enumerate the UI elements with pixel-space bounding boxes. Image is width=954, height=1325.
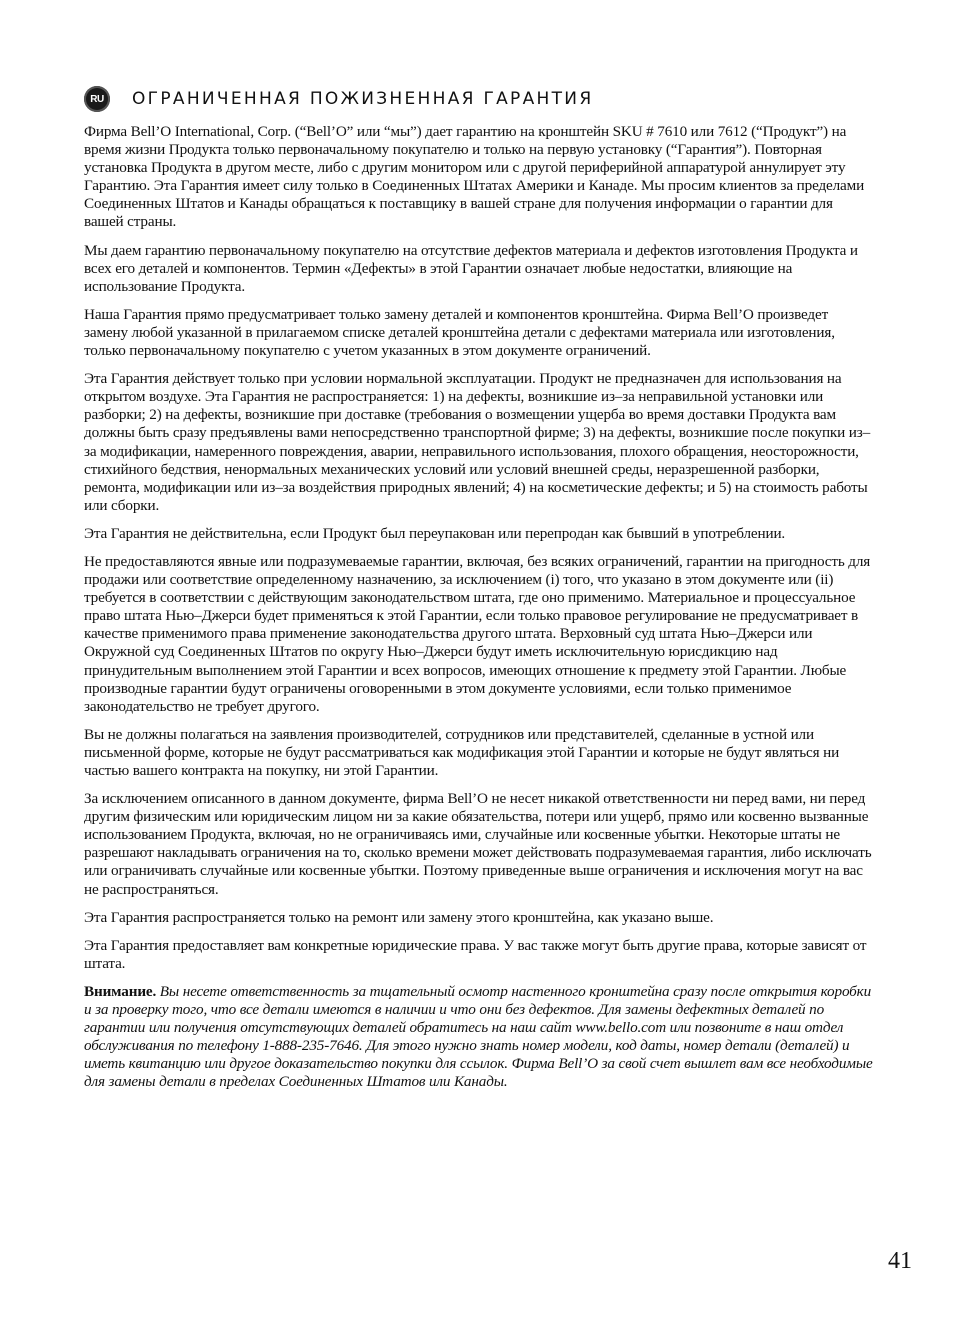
language-badge-icon: [84, 86, 110, 112]
paragraph-intro: Фирма Bell’O International, Corp. (“Bell’O” или “мы”) дает гарантию на кронштейн SKU # 7610 или 7612 (“Продукт”) на время жизни Продукта только первоначальному покупателю и только на первую установку (“Гарантия”). Повторная установка Продукта в другом месте, либо с другим монитором или с другой периферийной аппаратурой аннулирует эту Гарантию. Эта Гарантия имеет силу только в Соединенных Штатах Америки и Канаде. Мы просим клиентов за пределами Соединенных Штатов и Канады обращаться к поставщику в вашей стране для получения информации о гарантии для вашей страны.: [84, 123, 865, 231]
notice-paragraph: [84, 983, 874, 1092]
paragraph-repackaged: Эта Гарантия не действительна, если Продукт был переупакован или перепродан как бывший в употреблении.: [84, 524, 786, 542]
paragraph-defects: Мы даем гарантию первоначальному покупателю на отсутствие дефектов материала и дефектов изготовления Продукта и всех его деталей и компонентов. Термин «Дефекты» в этой Гарантии означает любые недостатки, влияющие на использование Продукта.: [84, 241, 858, 295]
notice-text: Вы несете ответственность за тщательный осмотр настенного кронштейна сразу после открытия коробки и за проверку того, что все детали имеются в наличии и что они без дефектов. Для замены дефектных деталей по гарантии или получения отсутствующих деталей обратитесь на наш сайт www.bello.com или позвоните в наш отдел обслуживания по телефону 1-888-235-7646. Для этого нужно знать номер модели, код даты, номер детали (деталей) и иметь квитанцию или другое доказательство покупки для ссылок. Фирма Bell’O за свой счет вышлет вам все необходимые для замены детали в пределах Соединенных Штатов или Канады.: [84, 982, 873, 1091]
paragraph-scope: Эта Гарантия распространяется только на ремонт или замену этого кронштейна, как указано выше.: [84, 908, 714, 926]
paragraph-statements: Вы не должны полагаться на заявления производителей, сотрудников или представителей, сделанные в устной или письменной форме, которые не будут рассматриваться как модификация этой Гарантии и которые не будут являться ни частью вашего контракта на покупку, ни этой Гарантии.: [84, 725, 840, 779]
paragraph-implied-warranties: Не предоставляются явные или подразумеваемые гарантии, включая, без всяких ограничений, гарантии на пригодность для продажи или соответствие определенному назначению, за исключением (i) того, что указано в этом документе или (ii) требуется в соответствии с действующим законодательством штата, где оно применимо. Материальное и процессуальное право штата Нью–Джерси будет применяться к этой Гарантии, если только правовое регулирование не предусматривает в качестве применимого права применение законодательства другого штата. Верховный суд штата Нью–Джерси или Окружной суд Соединенных Штатов по округу Нью–Джерси будут иметь исключительную юрисдикцию над принудительным выполнением этой Гарантии и всех вопросов, имеющих отношение к предмету этой Гарантии. Любые производные гарантии будут ограничены оговоренными в этом документе условиями, если только применимое законодательство не требует другого.: [84, 552, 871, 715]
notice-label: Внимание.: [84, 982, 157, 1000]
warranty-body: [84, 123, 874, 1102]
page-number: 41: [888, 1248, 912, 1274]
section-heading: [84, 86, 593, 112]
paragraph-replacement: Наша Гарантия прямо предусматривает только замену деталей и компонентов кронштейна. Фирма Bell’O произведет замену любой указанной в прилагаемом списке деталей кронштейна детали с дефектами материала или изготовления, только первоначальному покупателю с учетом указанных в этом документе ограничений.: [84, 305, 835, 360]
page-title: ОГРАНИЧЕННАЯ ПОЖИЗНЕННАЯ ГАРАНТИЯ: [132, 89, 594, 109]
paragraph-exclusions: Эта Гарантия действует только при условии нормальной эксплуатации. Продукт не предназначен для использования на открытом воздухе. Эта Гарантия не распространяется: 1) на дефекты, возникшие из–за неправильной установки или разборки; 2) на дефекты, возникшие при доставке (требования о возмещении ущерба во время доставки Продукта вам должны быть сразу предъявлены вами непосредственно транспортной фирме; 3) на дефекты, возникшие после покупки из–за модификации, намеренного повреждения, аварии, неправильного использования, плохого обращения, неосторожности, стихийного бедствия, ненормальных механических условий или условий внешней среды, неразрешенной разборки, ремонта, модификации или из–за воздействия природных явлений; 4) на косметические дефекты; и 5) на стоимость работы или сборки.: [84, 370, 871, 514]
paragraph-liability: За исключением описанного в данном документе, фирма Bell’O не несет никакой ответственности ни перед вами, ни перед другим физическим или юридическим лицом ни за какие обязательства, потери или ущерб, прямо или косвенно вызванные использованием Продукта, включая, но не ограничиваясь ими, случайные или косвенные убытки. Некоторые штаты не разрешают накладывать ограничения на то, сколько времени может действовать подразумеваемая гарантия, либо исключать или ограничивать случайные или косвенные убытки. Поэтому приведенные выше ограничения и исключения могут на вас не распространяться.: [84, 790, 872, 898]
language-badge-label: RU: [90, 93, 104, 105]
paragraph-rights: Эта Гарантия предоставляет вам конкретные юридические права. У вас также могут быть другие права, которые зависят от штата.: [84, 936, 867, 972]
